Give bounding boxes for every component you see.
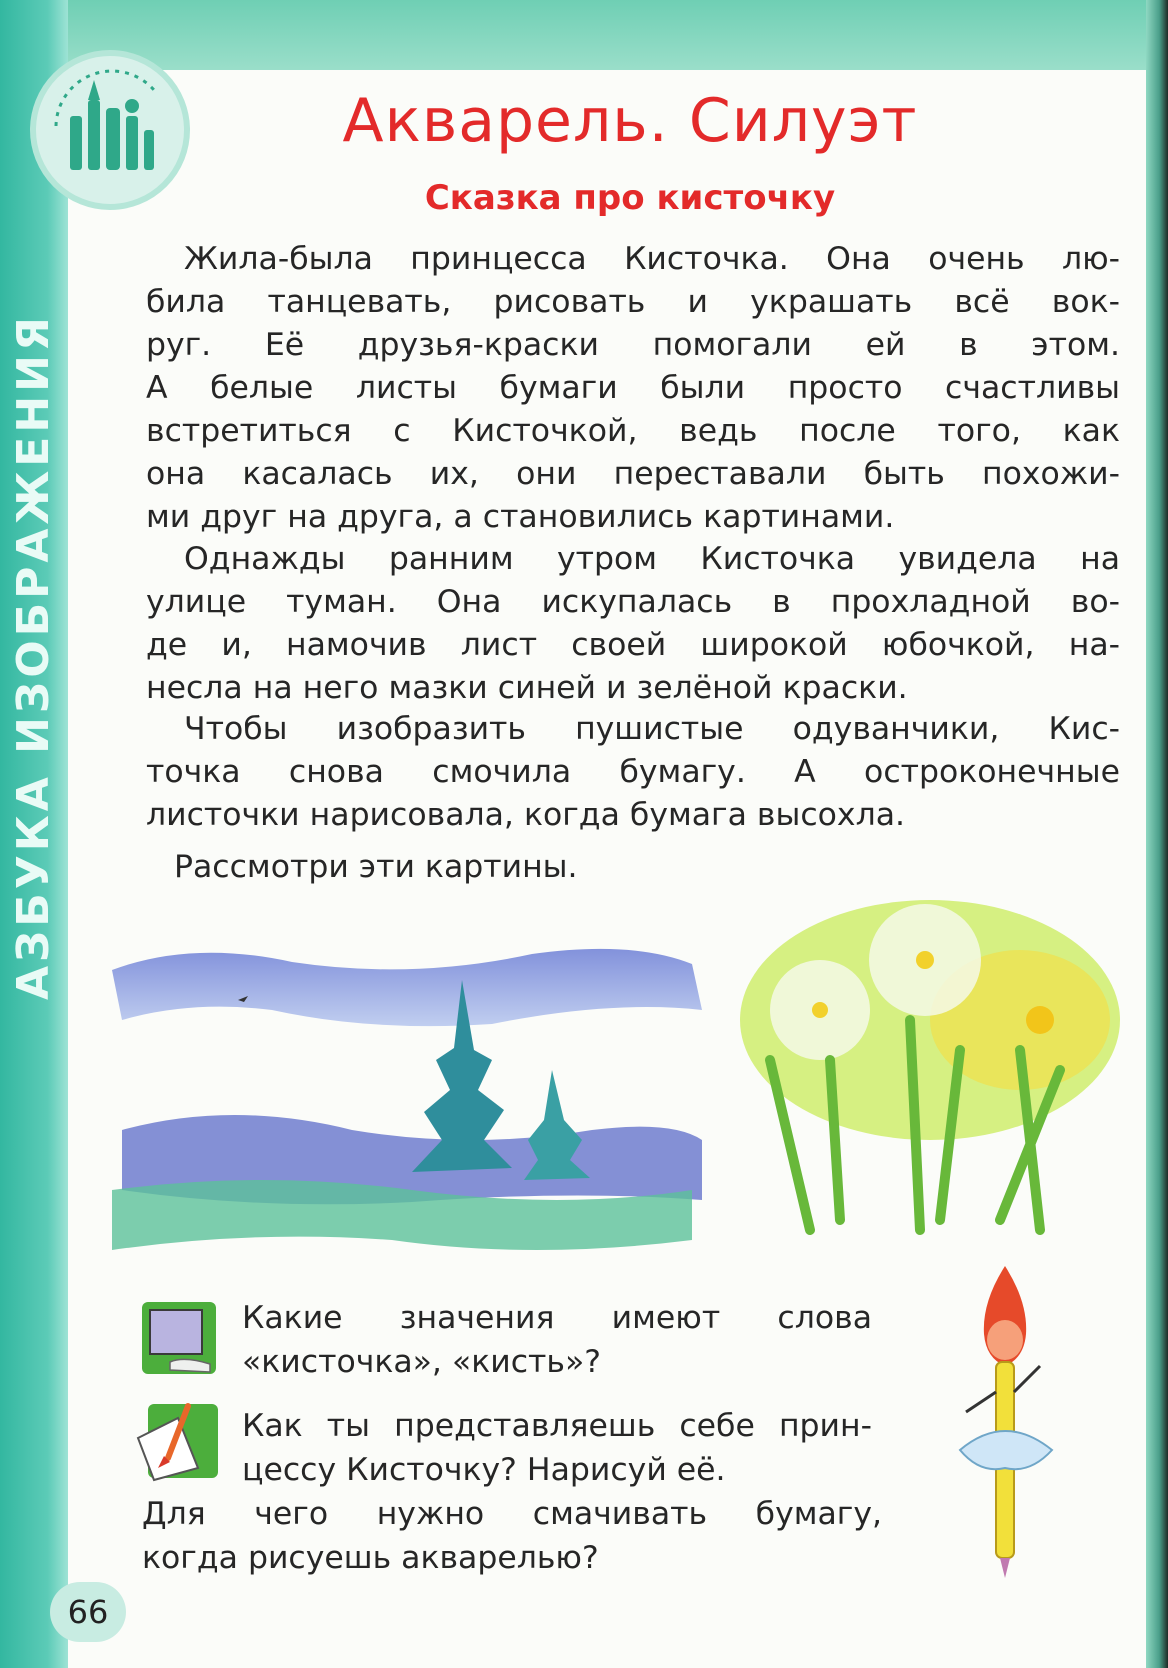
question-2	[242, 1404, 872, 1492]
question-3-line-2	[142, 1536, 882, 1580]
text-line: руг. Её друзья-краски помогали ей в этом.	[146, 327, 1120, 363]
text-line: она касалась их, они переставали быть похожи-	[146, 456, 1120, 492]
text-line: цессу Кисточку? Нарисуй её.	[242, 1452, 726, 1488]
text-line: Чтобы изобразить пушистые одуванчики, Кис-	[184, 711, 1120, 747]
text-line: «кисточка», «кисть»?	[242, 1344, 601, 1380]
text-line: Жила-была принцесса Кисточка. Она очень лю-	[184, 241, 1120, 277]
question-1	[242, 1296, 872, 1384]
page-number: 66	[50, 1582, 126, 1642]
page-edge	[1146, 0, 1168, 1668]
paragraph-2	[146, 538, 1120, 710]
brush-princess-illustration	[930, 1262, 1080, 1582]
text-line: листочки нарисовала, когда бумага высохла.	[146, 797, 906, 833]
art-tools-logo-icon	[30, 50, 190, 210]
text-line: А белые листы бумаги были просто счастливы	[146, 370, 1120, 406]
dandelion-painting	[740, 900, 1120, 1250]
story-title: Сказка про кисточку	[424, 178, 836, 218]
page-title: Акварель. Силуэт	[342, 86, 918, 156]
text-line: несла на него мазки синей и зелёной краски.	[146, 670, 908, 706]
text-line: Рассмотри эти картины.	[174, 849, 578, 885]
text-line: улице туман. Она искупалась в прохладной во-	[146, 584, 1120, 620]
text-line: Какие значения имеют слова	[242, 1300, 872, 1336]
paragraph-4	[146, 846, 1120, 889]
question-3-line-1	[142, 1492, 882, 1536]
text-line: ми друг на друга, а становились картинами.	[146, 499, 895, 535]
fog-landscape-painting	[112, 940, 712, 1270]
computer-book-icon	[140, 1300, 218, 1376]
section-label: АЗБУКА ИЗОБРАЖЕНИЯ	[8, 313, 59, 1000]
text-line: де и, намочив лист своей широкой юбочкой, на-	[146, 627, 1120, 663]
notebook-brush-icon	[134, 1398, 220, 1482]
text-line: Как ты представляешь себе прин-	[242, 1408, 872, 1444]
paragraph-3	[146, 708, 1120, 837]
text-line: Для чего нужно смачивать бумагу,	[142, 1496, 882, 1532]
text-line: била танцевать, рисовать и украшать всё вок-	[146, 284, 1120, 320]
text-line: когда рисуешь акварелью?	[142, 1540, 599, 1576]
text-line: встретиться с Кисточкой, ведь после того, как	[146, 413, 1120, 449]
paragraph-1	[146, 238, 1120, 539]
text-line: Однажды ранним утром Кисточка увидела на	[184, 541, 1120, 577]
text-line: точка снова смочила бумагу. А остроконечные	[146, 754, 1120, 790]
